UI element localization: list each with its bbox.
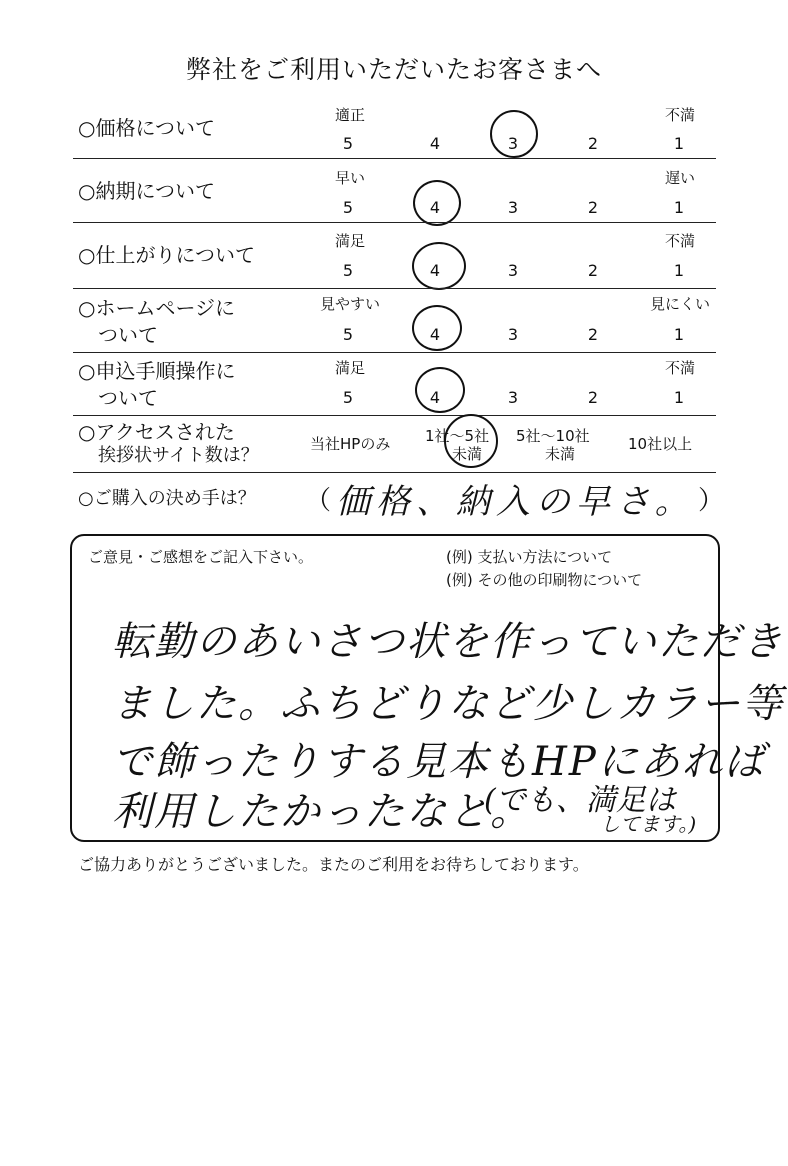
comment-line-3: で飾ったりする見本もHPにあれば	[112, 739, 766, 785]
price-option-1[interactable]: 1	[673, 134, 685, 153]
homepage-option-5[interactable]: 5	[342, 325, 354, 344]
question-delivery-label: ○納期について	[78, 179, 216, 203]
homepage-option-3[interactable]: 3	[507, 325, 519, 344]
question-procedure-label-line2: ついて	[98, 386, 158, 410]
price-option-5[interactable]: 5	[342, 134, 354, 153]
homepage-option-2[interactable]: 2	[587, 325, 599, 344]
access-label-line1: ○アクセスされた	[78, 420, 235, 444]
finish-option-1[interactable]: 1	[673, 261, 685, 280]
access-label-line2: 挨拶状サイト数は？	[98, 445, 259, 466]
deciding-factor-label: ○ご購入の決め手は？	[78, 488, 256, 509]
comment-line-1: 転勤のあいさつ状を作っていただき	[112, 619, 784, 665]
footer-thanks: ご協力ありがとうございました。またのご利用をお待ちしております。	[78, 855, 589, 874]
question-procedure-label-line1: ○申込手順操作に	[78, 359, 236, 383]
access-option-1-5-line2[interactable]: 未満	[452, 445, 483, 463]
access-option-5-10-line2[interactable]: 未満	[545, 445, 576, 463]
homepage-selection-circle	[412, 305, 462, 351]
delivery-selection-circle	[413, 180, 461, 226]
row-divider	[73, 352, 716, 353]
open-paren: （	[305, 486, 332, 516]
price-option-4[interactable]: 4	[429, 134, 441, 153]
access-option-1-5-line1[interactable]: 1社～5社	[425, 427, 490, 445]
procedure-option-1[interactable]: 1	[673, 388, 685, 407]
deciding-factor-answer[interactable]: 価格、納入の早さ。	[336, 482, 695, 522]
price-low-label: 不満	[664, 106, 695, 124]
question-finish-label: ○仕上がりについて	[78, 243, 256, 267]
comment-aside-line2: してます。)	[600, 812, 697, 836]
finish-option-5[interactable]: 5	[342, 261, 354, 280]
delivery-high-label: 早い	[334, 169, 365, 187]
price-selection-circle	[490, 110, 538, 158]
procedure-option-5[interactable]: 5	[342, 388, 354, 407]
row-divider	[73, 415, 716, 416]
row-divider	[73, 222, 716, 223]
delivery-option-4[interactable]: 4	[429, 198, 441, 217]
finish-high-label: 満足	[334, 232, 365, 250]
procedure-high-label: 満足	[334, 359, 365, 377]
question-price-label: ○価格について	[78, 116, 216, 140]
procedure-option-2[interactable]: 2	[587, 388, 599, 407]
delivery-low-label: 遅い	[664, 169, 695, 187]
row-divider	[73, 472, 716, 473]
comment-line-4: 利用したかったなと。	[112, 789, 532, 835]
homepage-low-label: 見にくい	[649, 295, 710, 313]
delivery-option-3[interactable]: 3	[507, 198, 519, 217]
procedure-option-4[interactable]: 4	[429, 388, 441, 407]
procedure-option-3[interactable]: 3	[507, 388, 519, 407]
finish-selection-circle	[412, 242, 466, 290]
homepage-high-label: 見やすい	[319, 295, 380, 313]
question-homepage-label-line2: ついて	[98, 323, 158, 347]
procedure-low-label: 不満	[664, 359, 695, 377]
row-divider	[73, 158, 716, 159]
homepage-option-4[interactable]: 4	[429, 325, 441, 344]
comment-example-1: (例) 支払い方法について	[446, 548, 613, 566]
price-option-3[interactable]: 3	[507, 134, 519, 153]
price-high-label: 適正	[334, 106, 365, 124]
comment-prompt: ご意見・ご感想をご記入下さい。	[88, 548, 314, 566]
row-divider	[73, 288, 716, 289]
question-homepage-label-line1: ○ホームページに	[78, 296, 236, 320]
delivery-option-1[interactable]: 1	[673, 198, 685, 217]
comment-line-2: ました。ふちどりなど少しカラー等	[112, 681, 784, 727]
access-option-5-10-line1[interactable]: 5社～10社	[516, 427, 590, 445]
procedure-selection-circle	[415, 367, 465, 413]
comment-example-2: (例) その他の印刷物について	[446, 571, 643, 589]
close-paren: ）	[698, 486, 725, 516]
page-title: 弊社をご利用いただいたお客さまへ	[185, 55, 602, 84]
delivery-option-2[interactable]: 2	[587, 198, 599, 217]
finish-option-2[interactable]: 2	[587, 261, 599, 280]
comment-aside-line1: (でも、満足は	[484, 783, 676, 818]
finish-low-label: 不満	[664, 232, 695, 250]
homepage-option-1[interactable]: 1	[673, 325, 685, 344]
finish-option-3[interactable]: 3	[507, 261, 519, 280]
price-option-2[interactable]: 2	[587, 134, 599, 153]
access-option-own-site[interactable]: 当社HPのみ	[310, 435, 391, 453]
finish-option-4[interactable]: 4	[429, 261, 441, 280]
access-selection-circle	[444, 414, 498, 468]
delivery-option-5[interactable]: 5	[342, 198, 354, 217]
access-option-10-plus[interactable]: 10社以上	[628, 435, 693, 453]
